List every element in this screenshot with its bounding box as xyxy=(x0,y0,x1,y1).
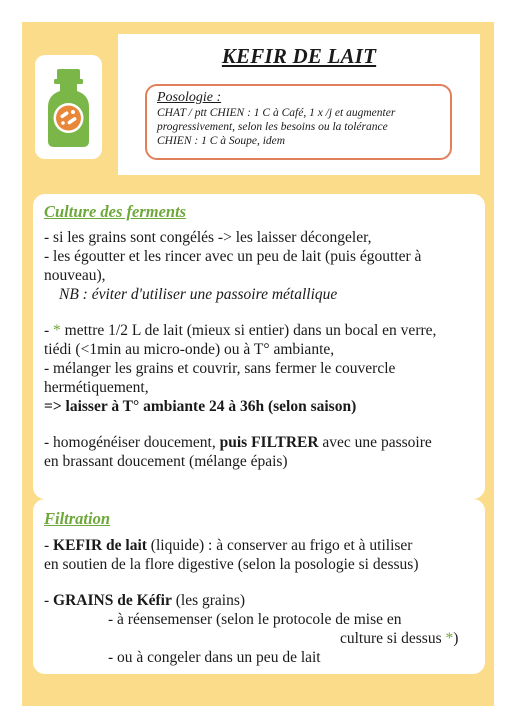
filtration-section xyxy=(33,499,485,674)
posology-box xyxy=(145,84,452,160)
bottle-probiotic-icon xyxy=(35,55,102,159)
culture-line: - * mettre 1/2 L de lait (mieux si entier) dans un bocal en verre, xyxy=(44,322,437,339)
star-marker: * xyxy=(53,322,61,339)
filtration-subline: - ou à congeler dans un peu de lait xyxy=(108,649,321,666)
posology-title: Posologie : xyxy=(157,90,222,105)
culture-line: tiédi (<1min au micro-onde) ou à T° ambiante, xyxy=(44,341,335,358)
filtration-subline: - à réensemenser (selon le protocole de mise en xyxy=(108,611,402,628)
filtration-heading: Filtration xyxy=(44,509,111,528)
filtration-line: - GRAINS de Kéfir (les grains) xyxy=(44,592,246,609)
star-marker: * xyxy=(445,630,454,647)
culture-line: - homogénéiser doucement, puis FILTRER avec une passoire xyxy=(44,434,432,451)
posology-line: CHAT / ptt CHIEN : 1 C à Café, 1 x /j et augmenter xyxy=(157,107,396,119)
culture-line: - mélanger les grains et couvrir, sans fermer le couvercle xyxy=(44,360,396,377)
filtration-line: en soutien de la flore digestive (selon la posologie si dessus) xyxy=(44,556,419,573)
posology-line: CHIEN : 1 C à Soupe, idem xyxy=(157,135,286,147)
culture-line: hermétiquement, xyxy=(44,379,149,396)
filtration-line: - KEFIR de lait (liquide) : à conserver au frigo et à utiliser xyxy=(44,537,413,554)
culture-heading: Culture des ferments xyxy=(44,202,187,221)
page-title: KEFIR DE LAIT xyxy=(221,44,377,68)
culture-line: nouveau), xyxy=(44,267,106,284)
product-icon-tile xyxy=(35,55,102,159)
culture-note: NB : éviter d'utiliser une passoire métallique xyxy=(59,286,338,303)
posology-line: progressivement, selon les besoins ou la tolérance xyxy=(157,121,388,133)
culture-key-step: => laisser à T° ambiante 24 à 36h (selon saison) xyxy=(44,398,357,415)
culture-line: en brassant doucement (mélange épais) xyxy=(44,453,288,470)
filtration-subline: culture si dessus *) xyxy=(340,630,459,647)
kefir-lait-label: KEFIR de lait xyxy=(53,537,147,554)
page-background xyxy=(22,22,494,706)
culture-line: - les égoutter et les rincer avec un peu de lait (puis égoutter à xyxy=(44,248,422,265)
grains-label: GRAINS de Kéfir xyxy=(53,592,172,609)
culture-line: - si les grains sont congélés -> les laisser décongeler, xyxy=(44,229,372,246)
filter-emphasis: puis FILTRER xyxy=(219,434,319,451)
culture-section xyxy=(33,194,485,499)
